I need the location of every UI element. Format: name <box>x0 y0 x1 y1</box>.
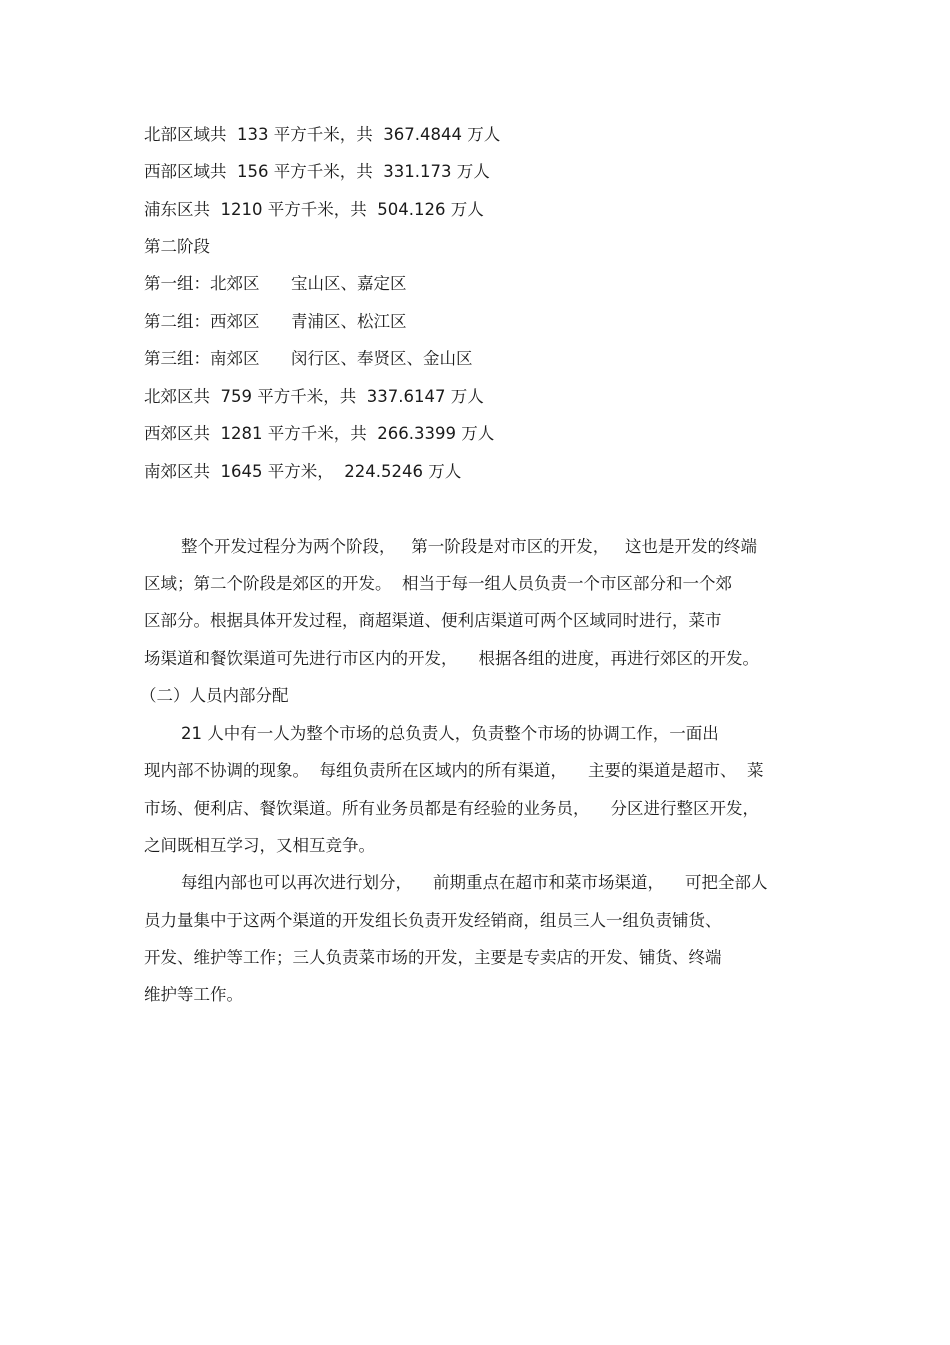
para2-line: 21 人中有一人为整个市场的总负责人，负责整个市场的协调工作，一面出 <box>181 724 719 743</box>
para3-line: 维护等工作。 <box>144 985 243 1004</box>
group-3: 第三组：南郊区 闵行区、奉贤区、金山区 <box>144 349 473 368</box>
para3-line: 员力量集中于这两个渠道的开发组长负责开发经销商，组员三人一组负责铺货、 <box>144 911 722 930</box>
para1-line: 场渠道和餐饮渠道可先进行市区内的开发， 根据各组的进度，再进行郊区的开发。 <box>144 649 759 668</box>
para2-line: 之间既相互学习，又相互竞争。 <box>144 836 375 855</box>
group-2: 第二组：西郊区 青浦区、松江区 <box>144 312 407 331</box>
suburb-stat-south: 南郊区共 1645 平方米， 224.5246 万人 <box>144 462 462 481</box>
area-stat-north: 北部区域共 133 平方千米，共 367.4844 万人 <box>144 125 501 144</box>
para2-line: 现内部不协调的现象。 每组负责所在区域内的所有渠道， 主要的渠道是超市、 菜 <box>144 761 764 780</box>
para1-line: 区域；第二个阶段是郊区的开发。 相当于每一组人员负责一个市区部分和一个郊 <box>144 574 732 593</box>
para1-line: 整个开发过程分为两个阶段， 第一阶段是对市区的开发， 这也是开发的终端 <box>181 537 757 556</box>
area-stat-west: 西部区域共 156 平方千米，共 331.173 万人 <box>144 162 490 181</box>
para1-line: 区部分。根据具体开发过程，商超渠道、便利店渠道可两个区域同时进行，菜市 <box>144 611 722 630</box>
suburb-stat-north: 北郊区共 759 平方千米，共 337.6147 万人 <box>144 387 484 406</box>
section2-heading: （二）人员内部分配 <box>140 686 289 705</box>
para3-line: 每组内部也可以再次进行划分， 前期重点在超市和菜市场渠道， 可把全部人 <box>181 873 768 892</box>
suburb-stat-west: 西郊区共 1281 平方千米，共 266.3399 万人 <box>144 424 495 443</box>
stage2-heading: 第二阶段 <box>144 237 210 256</box>
group-1: 第一组：北郊区 宝山区、嘉定区 <box>144 274 407 293</box>
area-stat-pudong: 浦东区共 1210 平方千米，共 504.126 万人 <box>144 200 484 219</box>
para3-line: 开发、维护等工作；三人负责菜市场的开发，主要是专卖店的开发、铺货、终端 <box>144 948 722 967</box>
para2-line: 市场、便利店、餐饮渠道。所有业务员都是有经验的业务员， 分区进行整区开发， <box>144 799 759 818</box>
